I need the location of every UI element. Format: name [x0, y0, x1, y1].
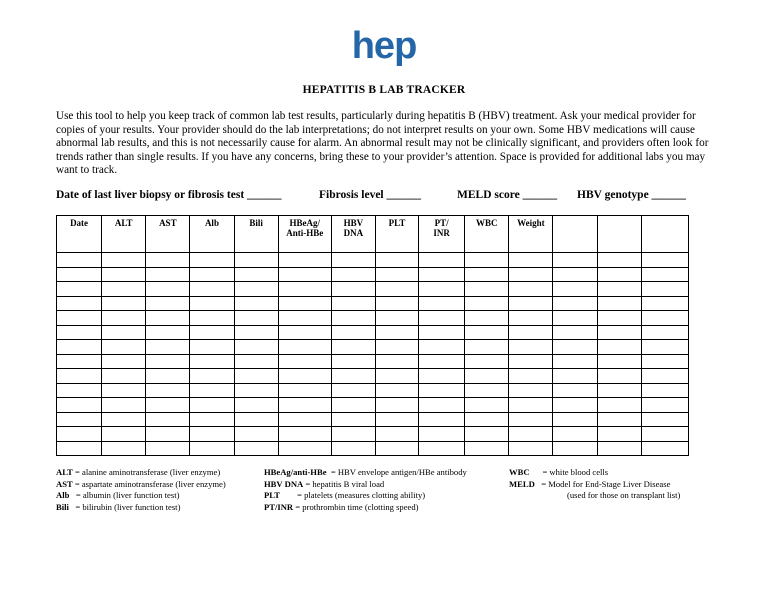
table-cell[interactable] [375, 282, 418, 297]
table-cell[interactable] [465, 296, 509, 311]
table-cell[interactable] [102, 369, 146, 384]
hbv-genotype-field[interactable]: HBV genotype ______ [577, 189, 687, 201]
table-cell[interactable] [102, 325, 146, 340]
legend-column-1 [56, 467, 226, 513]
legend-item: Bili = bilirubin (liver function test) [56, 501, 181, 512]
table-cell[interactable] [190, 412, 234, 427]
table-cell[interactable] [553, 340, 597, 355]
table-cell[interactable] [146, 369, 190, 384]
table-cell[interactable] [146, 412, 190, 427]
table-cell[interactable] [553, 325, 597, 340]
table-cell[interactable] [146, 267, 190, 282]
table-cell[interactable] [465, 267, 509, 282]
table-cell[interactable] [102, 267, 146, 282]
table-cell[interactable] [57, 267, 102, 282]
table-cell[interactable] [375, 325, 418, 340]
table-cell[interactable] [57, 296, 102, 311]
table-cell[interactable] [465, 369, 509, 384]
table-cell[interactable] [331, 340, 375, 355]
table-cell[interactable] [190, 441, 234, 456]
table-cell[interactable] [509, 340, 553, 355]
hep-logo-text: hep [351, 25, 417, 67]
table-cell[interactable] [597, 398, 641, 413]
table-cell[interactable] [597, 427, 641, 442]
table-cell[interactable] [553, 427, 597, 442]
table-row [57, 354, 689, 369]
table-cell[interactable] [102, 282, 146, 297]
header-weight: Weight [509, 216, 553, 253]
table-cell[interactable] [419, 325, 465, 340]
legend-item: PT/INR = prothrombin time (clotting speed) [264, 501, 419, 512]
legend-item: HBeAg/anti-HBe = HBV envelope antigen/HBe antibody [264, 467, 467, 477]
table-cell[interactable] [102, 311, 146, 326]
table-cell[interactable] [278, 311, 331, 326]
table-cell[interactable] [641, 340, 688, 355]
table-row [57, 398, 689, 413]
table-row [57, 282, 689, 297]
table-cell[interactable] [641, 383, 688, 398]
tracker-body [57, 253, 689, 456]
header-extra-2 [597, 216, 641, 253]
table-cell[interactable] [553, 296, 597, 311]
table-cell[interactable] [597, 325, 641, 340]
table-cell[interactable] [278, 412, 331, 427]
table-cell[interactable] [597, 412, 641, 427]
legend-item: Alb = albumin (liver function test) [56, 490, 180, 501]
table-cell[interactable] [278, 441, 331, 456]
table-cell[interactable] [553, 282, 597, 297]
table-cell[interactable] [57, 412, 102, 427]
table-cell[interactable] [465, 398, 509, 413]
table-cell[interactable] [641, 325, 688, 340]
table-row [57, 340, 689, 355]
table-cell[interactable] [465, 311, 509, 326]
table-cell[interactable] [465, 354, 509, 369]
header-plt: PLT [375, 216, 418, 253]
table-cell[interactable] [234, 340, 278, 355]
table-cell[interactable] [641, 398, 688, 413]
table-cell[interactable] [331, 398, 375, 413]
table-cell[interactable] [234, 267, 278, 282]
legend-column-2 [264, 467, 467, 513]
table-cell[interactable] [641, 296, 688, 311]
table-cell[interactable] [641, 282, 688, 297]
table-cell[interactable] [419, 253, 465, 268]
table-cell[interactable] [331, 383, 375, 398]
table-cell[interactable] [509, 398, 553, 413]
table-cell[interactable] [234, 369, 278, 384]
legend-item: PLT = platelets (measures clotting ability) [264, 490, 426, 501]
table-cell[interactable] [375, 398, 418, 413]
table-cell[interactable] [597, 383, 641, 398]
table-cell[interactable] [465, 441, 509, 456]
table-cell[interactable] [57, 253, 102, 268]
header-extra-1 [553, 216, 597, 253]
table-cell[interactable] [375, 441, 418, 456]
header-bili: Bili [234, 216, 278, 253]
header-date: Date [57, 216, 102, 253]
table-cell[interactable] [102, 427, 146, 442]
table-row [57, 311, 689, 326]
table-cell[interactable] [553, 253, 597, 268]
header-alt: ALT [102, 216, 146, 253]
table-cell[interactable] [641, 441, 688, 456]
table-cell[interactable] [419, 412, 465, 427]
table-cell[interactable] [57, 369, 102, 384]
table-cell[interactable] [419, 296, 465, 311]
table-cell[interactable] [102, 412, 146, 427]
table-cell[interactable] [597, 296, 641, 311]
table-cell[interactable] [57, 354, 102, 369]
table-cell[interactable] [190, 369, 234, 384]
table-cell[interactable] [375, 427, 418, 442]
table-cell[interactable] [465, 282, 509, 297]
legend-item: (used for those on transplant list) [509, 490, 681, 501]
table-cell[interactable] [57, 340, 102, 355]
table-cell[interactable] [509, 253, 553, 268]
table-cell[interactable] [278, 369, 331, 384]
table-cell[interactable] [509, 412, 553, 427]
table-cell[interactable] [419, 267, 465, 282]
table-cell[interactable] [641, 253, 688, 268]
table-cell[interactable] [375, 267, 418, 282]
table-cell[interactable] [57, 325, 102, 340]
table-cell[interactable] [331, 354, 375, 369]
table-cell[interactable] [146, 325, 190, 340]
table-cell[interactable] [419, 427, 465, 442]
table-cell[interactable] [509, 311, 553, 326]
table-cell[interactable] [641, 412, 688, 427]
table-cell[interactable] [331, 427, 375, 442]
table-cell[interactable] [278, 282, 331, 297]
table-cell[interactable] [102, 340, 146, 355]
lab-tracker-table [56, 215, 689, 456]
table-cell[interactable] [278, 325, 331, 340]
table-cell[interactable] [234, 398, 278, 413]
table-cell[interactable] [553, 311, 597, 326]
legend-item: WBC = white blood cells [509, 467, 609, 477]
table-cell[interactable] [234, 253, 278, 268]
table-cell[interactable] [278, 253, 331, 268]
table-cell[interactable] [509, 369, 553, 384]
table-cell[interactable] [331, 441, 375, 456]
table-cell[interactable] [190, 354, 234, 369]
table-cell[interactable] [465, 412, 509, 427]
table-cell[interactable] [597, 340, 641, 355]
table-cell[interactable] [146, 427, 190, 442]
table-cell[interactable] [190, 398, 234, 413]
table-row [57, 427, 689, 442]
header-wbc: WBC [465, 216, 509, 253]
table-row [57, 253, 689, 268]
table-cell[interactable] [234, 354, 278, 369]
table-cell[interactable] [375, 383, 418, 398]
table-cell[interactable] [278, 354, 331, 369]
table-cell[interactable] [375, 369, 418, 384]
hep-logo [0, 26, 768, 66]
meld-score-field[interactable]: MELD score ______ [457, 189, 558, 201]
table-cell[interactable] [509, 383, 553, 398]
table-cell[interactable] [57, 398, 102, 413]
header-ast: AST [146, 216, 190, 253]
table-cell[interactable] [57, 427, 102, 442]
table-cell[interactable] [331, 296, 375, 311]
table-cell[interactable] [190, 340, 234, 355]
table-cell[interactable] [190, 253, 234, 268]
table-cell[interactable] [234, 412, 278, 427]
table-cell[interactable] [57, 383, 102, 398]
legend-item: ALT = alanine aminotransferase (liver enzyme) [56, 467, 221, 477]
table-cell[interactable] [190, 267, 234, 282]
table-cell[interactable] [375, 253, 418, 268]
table-cell[interactable] [419, 282, 465, 297]
fibrosis-level-field[interactable]: Fibrosis level ______ [319, 189, 422, 201]
table-cell[interactable] [597, 354, 641, 369]
legend-item: MELD = Model for End-Stage Liver Disease [509, 478, 671, 489]
table-cell[interactable] [331, 412, 375, 427]
table-cell[interactable] [597, 441, 641, 456]
table-cell[interactable] [278, 340, 331, 355]
table-cell[interactable] [419, 311, 465, 326]
table-cell[interactable] [234, 427, 278, 442]
table-row [57, 296, 689, 311]
table-cell[interactable] [234, 383, 278, 398]
table-cell[interactable] [190, 282, 234, 297]
intro-paragraph: Use this tool to help you keep track of common lab test results, particularly during hepatitis B (HBV) treatment. Ask your medical provider for copies of your results. Your provider should do the lab interpretations; do not interpret results on your own. Some HBV medications will cause abnormal lab results, and this is not necessarily cause for alarm. An abnormal result may not be clinically significant, and providers often look for trends rather than single results. If you have any concerns, bring these to your provider’s attention. Space is provided for additional labs you may want to track. [56, 110, 709, 177]
table-cell[interactable] [146, 253, 190, 268]
table-cell[interactable] [331, 253, 375, 268]
table-cell[interactable] [234, 311, 278, 326]
biopsy-date-field[interactable]: Date of last liver biopsy or fibrosis test ______ [56, 189, 282, 201]
table-cell[interactable] [146, 340, 190, 355]
header-extra-3 [641, 216, 688, 253]
table-cell[interactable] [597, 253, 641, 268]
table-cell[interactable] [509, 267, 553, 282]
table-cell[interactable] [509, 427, 553, 442]
table-cell[interactable] [331, 311, 375, 326]
table-cell[interactable] [278, 427, 331, 442]
table-cell[interactable] [375, 354, 418, 369]
table-cell[interactable] [57, 311, 102, 326]
table-cell[interactable] [234, 325, 278, 340]
table-cell[interactable] [234, 296, 278, 311]
table-row [57, 412, 689, 427]
table-cell[interactable] [234, 441, 278, 456]
header-hbv-dna: HBV DNA [331, 216, 375, 253]
table-cell[interactable] [278, 267, 331, 282]
page-title: HEPATITIS B LAB TRACKER [302, 84, 466, 96]
table-cell[interactable] [190, 427, 234, 442]
table-row [57, 383, 689, 398]
table-cell[interactable] [597, 267, 641, 282]
table-cell[interactable] [278, 383, 331, 398]
header-pt-inr: PT/ INR [419, 216, 465, 253]
table-row [57, 369, 689, 384]
table-cell[interactable] [419, 383, 465, 398]
legend-column-3 [509, 467, 680, 502]
table-cell[interactable] [419, 441, 465, 456]
table-cell[interactable] [375, 340, 418, 355]
table-cell[interactable] [553, 354, 597, 369]
table-cell[interactable] [465, 340, 509, 355]
table-cell[interactable] [375, 412, 418, 427]
header-alb: Alb [190, 216, 234, 253]
table-cell[interactable] [641, 311, 688, 326]
table-cell[interactable] [190, 296, 234, 311]
table-cell[interactable] [641, 369, 688, 384]
table-cell[interactable] [641, 354, 688, 369]
table-cell[interactable] [509, 296, 553, 311]
table-cell[interactable] [102, 383, 146, 398]
table-cell[interactable] [146, 354, 190, 369]
table-cell[interactable] [146, 282, 190, 297]
header-hbeag: HBeAg/ Anti-HBe [278, 216, 331, 253]
table-cell[interactable] [509, 325, 553, 340]
table-cell[interactable] [331, 267, 375, 282]
table-cell[interactable] [553, 267, 597, 282]
table-cell[interactable] [553, 441, 597, 456]
table-cell[interactable] [419, 398, 465, 413]
table-cell[interactable] [509, 441, 553, 456]
table-cell[interactable] [102, 441, 146, 456]
table-cell[interactable] [102, 398, 146, 413]
table-row [57, 267, 689, 282]
header-row [57, 216, 689, 253]
table-cell[interactable] [190, 325, 234, 340]
table-cell[interactable] [641, 267, 688, 282]
table-cell[interactable] [234, 282, 278, 297]
table-cell[interactable] [190, 311, 234, 326]
table-cell[interactable] [465, 427, 509, 442]
table-cell[interactable] [331, 282, 375, 297]
table-cell[interactable] [641, 427, 688, 442]
table-cell[interactable] [146, 383, 190, 398]
table-cell[interactable] [375, 296, 418, 311]
table-cell[interactable] [509, 354, 553, 369]
table-cell[interactable] [331, 369, 375, 384]
table-cell[interactable] [57, 441, 102, 456]
legend-item: HBV DNA = hepatitis B viral load [264, 478, 385, 489]
table-cell[interactable] [553, 398, 597, 413]
table-cell[interactable] [146, 441, 190, 456]
table-cell[interactable] [278, 296, 331, 311]
table-row [57, 325, 689, 340]
table-cell[interactable] [419, 369, 465, 384]
table-cell[interactable] [597, 282, 641, 297]
table-cell[interactable] [278, 398, 331, 413]
table-cell[interactable] [146, 311, 190, 326]
table-cell[interactable] [57, 282, 102, 297]
table-cell[interactable] [597, 369, 641, 384]
table-cell[interactable] [146, 398, 190, 413]
table-cell[interactable] [331, 325, 375, 340]
table-cell[interactable] [419, 354, 465, 369]
table-cell[interactable] [465, 383, 509, 398]
table-cell[interactable] [102, 354, 146, 369]
table-cell[interactable] [553, 412, 597, 427]
table-row [57, 441, 689, 456]
table-cell[interactable] [375, 311, 418, 326]
legend-item: AST = aspartate aminotransferase (liver enzyme) [56, 478, 226, 489]
table-cell[interactable] [419, 340, 465, 355]
table-cell[interactable] [465, 325, 509, 340]
table-cell[interactable] [553, 369, 597, 384]
table-cell[interactable] [465, 253, 509, 268]
table-cell[interactable] [597, 311, 641, 326]
table-cell[interactable] [146, 296, 190, 311]
table-cell[interactable] [509, 282, 553, 297]
table-cell[interactable] [102, 253, 146, 268]
table-cell[interactable] [102, 296, 146, 311]
table-cell[interactable] [190, 383, 234, 398]
table-cell[interactable] [553, 383, 597, 398]
